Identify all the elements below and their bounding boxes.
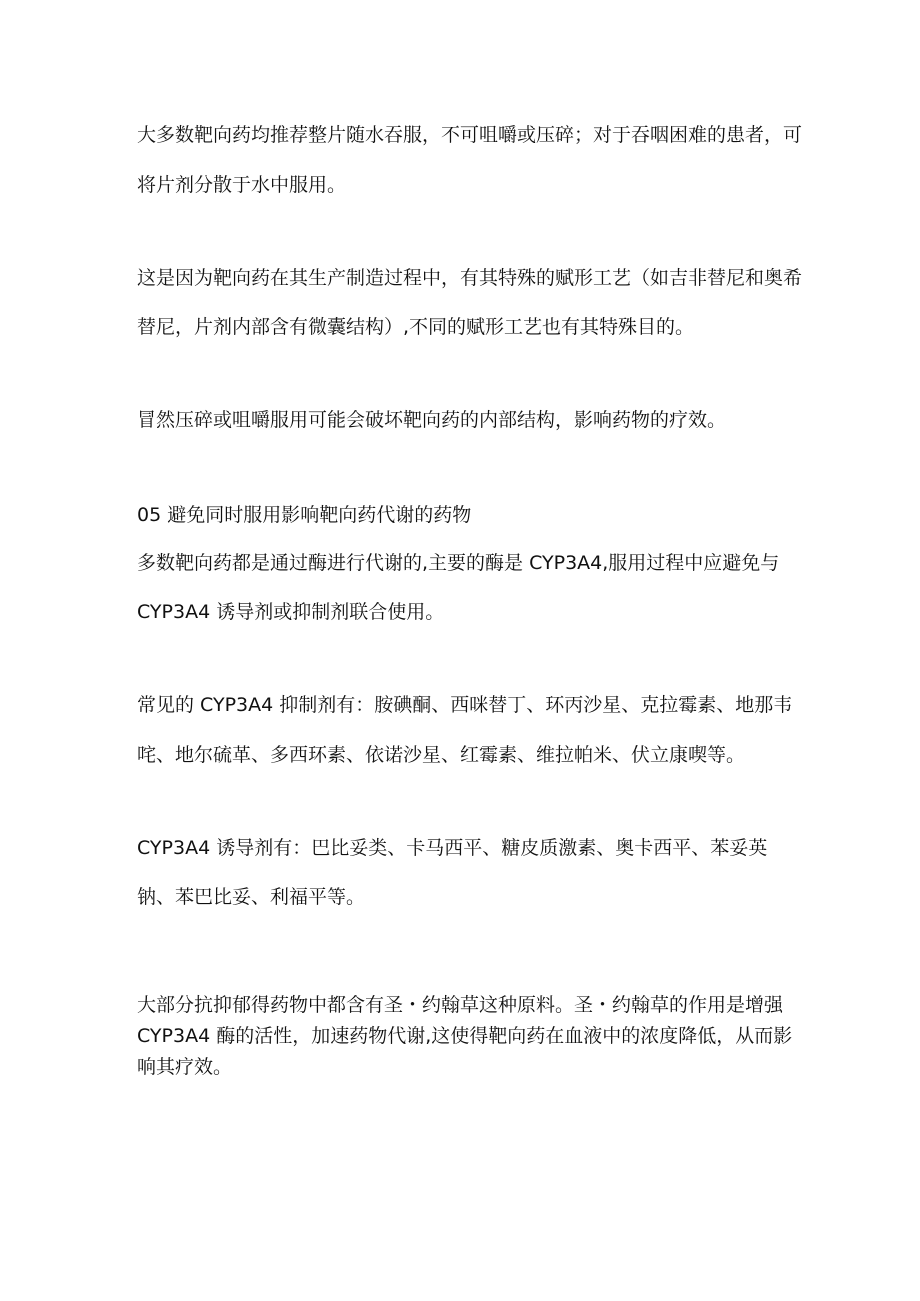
paragraph-6-line-2: 咤、地尔硫革、多西环素、依诺沙星、红霉素、维拉帕米、伏立康喫等。 (137, 744, 746, 766)
paragraph-5-line-1: 多数靶向药都是通过酶进行代谢的,主要的酶是 CYP3A4,服用过程中应避免与 (137, 552, 780, 574)
paragraph-1-line-1: 大多数靶向药均推荐整片随水吞服，不可咀嚼或压碎；对于吞咽困难的患者，可 (137, 124, 803, 146)
paragraph-2-line-1: 这是因为靶向药在其生产制造过程中，有其特殊的赋形工艺（如吉非替尼和奥希 (137, 267, 803, 289)
paragraph-6-line-1: 常见的 CYP3A4 抑制剂有：胺碘酮、西咪替丁、环丙沙星、克拉霉素、地那韦 (137, 694, 793, 716)
paragraph-3-line-1: 冒然压碎或咀嚼服用可能会破坏靶向药的内部结构，影响药物的疗效。 (137, 409, 727, 431)
paragraph-5-line-2: CYP3A4 诱导剂或抑制剂联合使用。 (137, 601, 445, 623)
paragraph-7-line-1: CYP3A4 诱导剂有：巴比妥类、卡马西平、糖皮质激素、奥卡西平、苯妥英 (137, 837, 768, 859)
paragraph-1-line-2: 将片剂分散于水中服用。 (137, 174, 347, 196)
paragraph-8-line-2: CYP3A4 酶的活性，加速药物代谢,这使得靶向药在血液中的浓度降低，从而影 (137, 1025, 793, 1047)
paragraph-8-line-3: 响其疗效。 (137, 1056, 233, 1078)
paragraph-8-line-1: 大部分抗抑郁得药物中都含有圣・约翰草这种原料。圣・约翰草的作用是增强 (137, 994, 784, 1016)
paragraph-2-line-2: 替尼，片剂内部含有微囊结构）,不同的赋形工艺也有其特殊目的。 (137, 316, 695, 338)
paragraph-7-line-2: 钠、苯巴比妥、利福平等。 (137, 886, 366, 908)
section-heading-05: 05 避免同时服用影响靶向药代谢的药物 (137, 504, 472, 526)
